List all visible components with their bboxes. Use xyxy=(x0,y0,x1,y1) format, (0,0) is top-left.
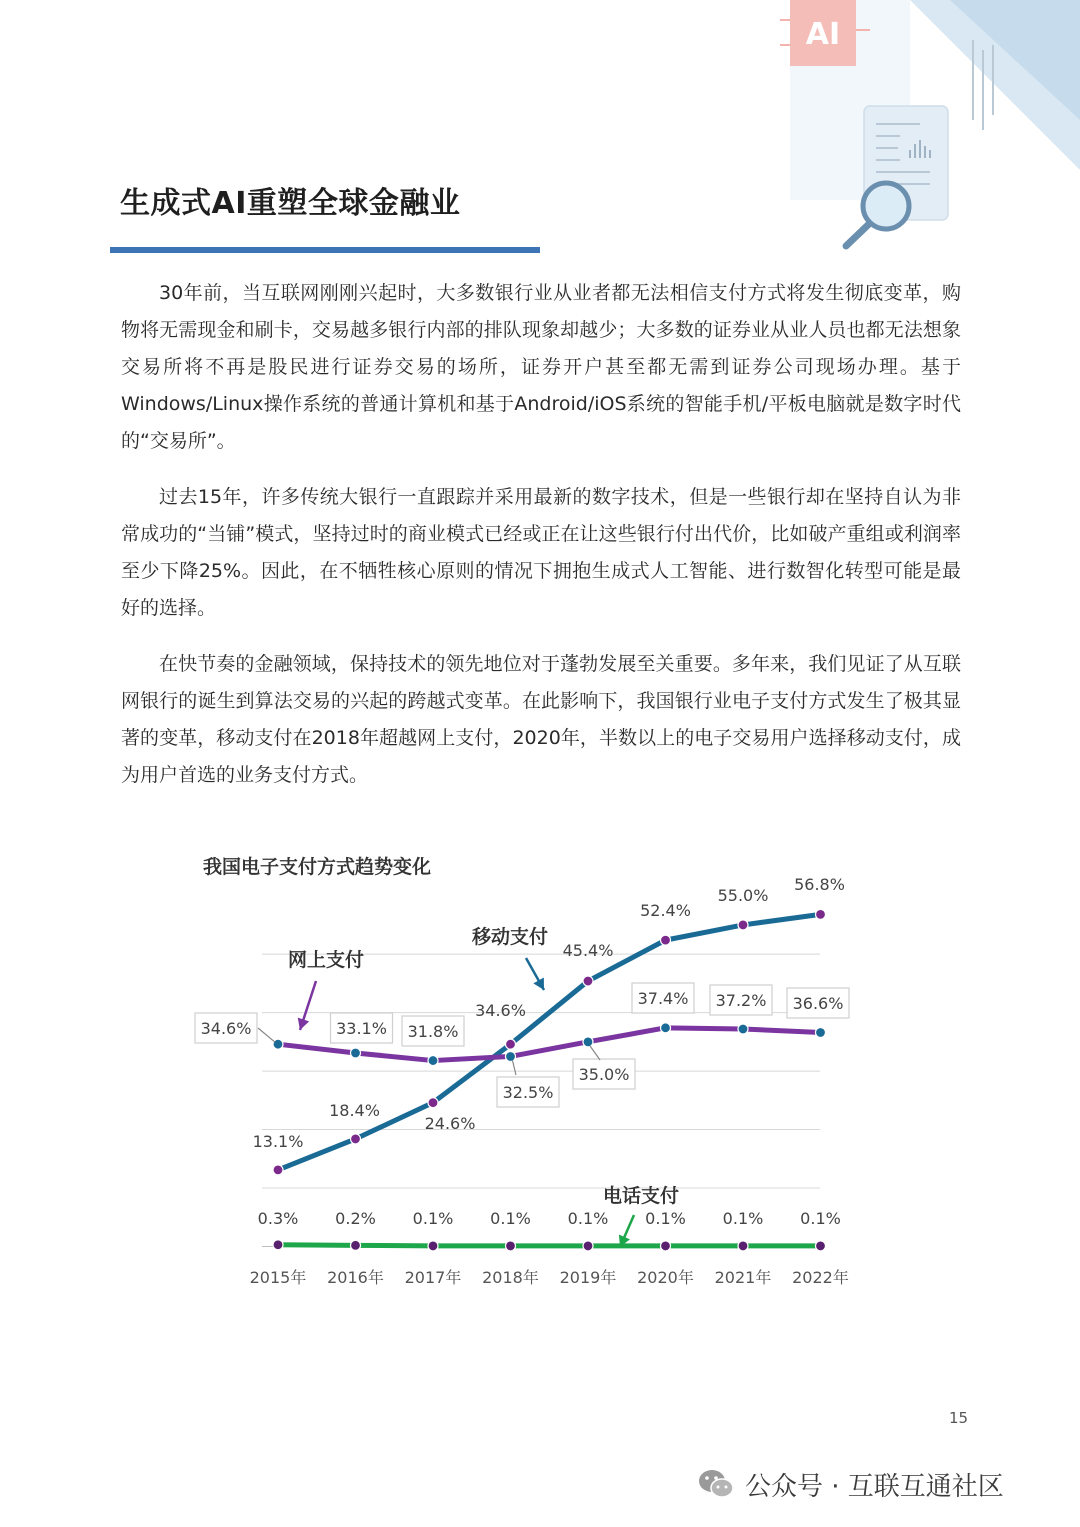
data-point xyxy=(738,1241,748,1251)
series-name-label: 网上支付 xyxy=(287,949,365,971)
data-point xyxy=(738,1024,748,1034)
x-tick-label: 2019年 xyxy=(559,1268,617,1287)
footer-brand xyxy=(697,1462,1004,1506)
page-number: 15 xyxy=(949,1409,969,1427)
data-label: 18.4% xyxy=(329,1101,380,1120)
data-point xyxy=(583,1037,593,1047)
data-label: 37.4% xyxy=(637,989,689,1008)
data-point xyxy=(506,1241,516,1251)
data-point xyxy=(273,1240,283,1250)
data-label: 32.5% xyxy=(502,1083,554,1102)
data-label: 0.2% xyxy=(335,1209,376,1228)
data-point xyxy=(428,1241,438,1251)
data-point xyxy=(583,976,593,986)
data-point xyxy=(816,909,826,919)
data-label: 45.4% xyxy=(562,941,614,960)
data-label: 31.8% xyxy=(407,1022,459,1041)
paragraph-1: 30年前，当互联网刚刚兴起时，大多数银行业从业者都无法相信支付方式将发生彻底变革，购物将无需现金和刷卡，交易越多银行内部的排队现象却越少；大多数的证券业从业人员也都无法想象交易所将不再是股民进行证券交易的场所，证券开户甚至都无需到证券公司现场办理。基于Windows/Linux操作系统的普通计算机和基于Android/iOS系统的智能手机/平板电脑就是数字时代的“交易所”。 xyxy=(121,282,961,452)
data-point xyxy=(661,1241,671,1251)
data-label: 36.6% xyxy=(792,994,844,1013)
data-label: 0.1% xyxy=(722,1209,764,1228)
data-label: 55.0% xyxy=(717,886,769,905)
data-label: 0.1% xyxy=(800,1209,841,1228)
data-point xyxy=(583,1241,593,1251)
x-tick-label: 2015年 xyxy=(249,1268,307,1287)
data-point xyxy=(351,1134,361,1144)
data-label: 33.1% xyxy=(336,1019,387,1038)
data-label: 37.2% xyxy=(715,991,767,1010)
series-name-label: 移动支付 xyxy=(471,926,549,948)
data-point xyxy=(273,1039,283,1049)
chart-title: 我国电子支付方式趋势变化 xyxy=(203,856,432,878)
data-label: 0.3% xyxy=(257,1209,299,1228)
data-point xyxy=(506,1039,516,1049)
x-tick-label: 2022年 xyxy=(792,1268,849,1287)
data-label: 13.1% xyxy=(252,1132,304,1151)
data-label: 34.6% xyxy=(200,1019,252,1038)
x-tick-label: 2020年 xyxy=(637,1268,694,1287)
data-point xyxy=(273,1165,283,1175)
data-point xyxy=(506,1051,516,1061)
ai-badge-text: AI xyxy=(805,17,841,52)
callout-leader xyxy=(590,1046,600,1060)
callout-leader xyxy=(258,1028,275,1042)
paragraph-3: 在快节奏的金融领域，保持技术的领先地位对于蓬勃发展至关重要。多年来，我们见证了从互联网银行的诞生到算法交易的兴起的跨越式变革。在此影响下，我国银行业电子支付方式发生了极其显著的变革，移动支付在2018年超越网上支付，2020年，半数以上的电子交易用户选择移动支付，成为用户首选的业务支付方式。 xyxy=(121,653,961,786)
data-label: 34.6% xyxy=(475,1001,526,1020)
data-label: 0.1% xyxy=(645,1209,686,1228)
data-label: 24.6% xyxy=(424,1114,476,1133)
x-tick-label: 2021年 xyxy=(714,1268,772,1287)
data-point xyxy=(661,1023,671,1033)
page-title: 生成式AI重塑全球金融业 xyxy=(120,186,461,221)
x-tick-label: 2018年 xyxy=(482,1268,539,1287)
data-point xyxy=(816,1241,826,1251)
x-tick-label: 2016年 xyxy=(327,1268,384,1287)
data-label: 0.1% xyxy=(490,1209,531,1228)
footer-brand-text: 公众号 · 互联互通社区 xyxy=(745,1471,1004,1502)
data-point xyxy=(816,1027,826,1037)
data-point xyxy=(428,1056,438,1066)
data-point xyxy=(351,1048,361,1058)
paragraph-2: 过去15年，许多传统大银行一直跟踪并采用最新的数字技术，但是一些银行却在坚持自认为非常成功的“当铺”模式，坚持过时的商业模式已经或正在让这些银行付出代价，比如破产重组或利润率至少下降25%。因此，在不牺牲核心原则的情况下拥抱生成式人工智能、进行数智化转型可能是最好的选择。 xyxy=(121,486,961,619)
x-tick-label: 2017年 xyxy=(404,1268,462,1287)
data-label: 56.8% xyxy=(794,875,845,894)
callout-leader xyxy=(513,1060,517,1075)
data-point xyxy=(428,1098,438,1108)
series-name-label: 电话支付 xyxy=(602,1185,680,1207)
data-point xyxy=(738,920,748,930)
wechat-icon xyxy=(697,1467,735,1501)
data-label: 0.1% xyxy=(567,1209,609,1228)
data-point xyxy=(351,1240,361,1250)
data-label: 35.0% xyxy=(578,1065,630,1084)
data-label: 52.4% xyxy=(640,901,691,920)
data-point xyxy=(661,935,671,945)
data-label: 0.1% xyxy=(412,1209,454,1228)
